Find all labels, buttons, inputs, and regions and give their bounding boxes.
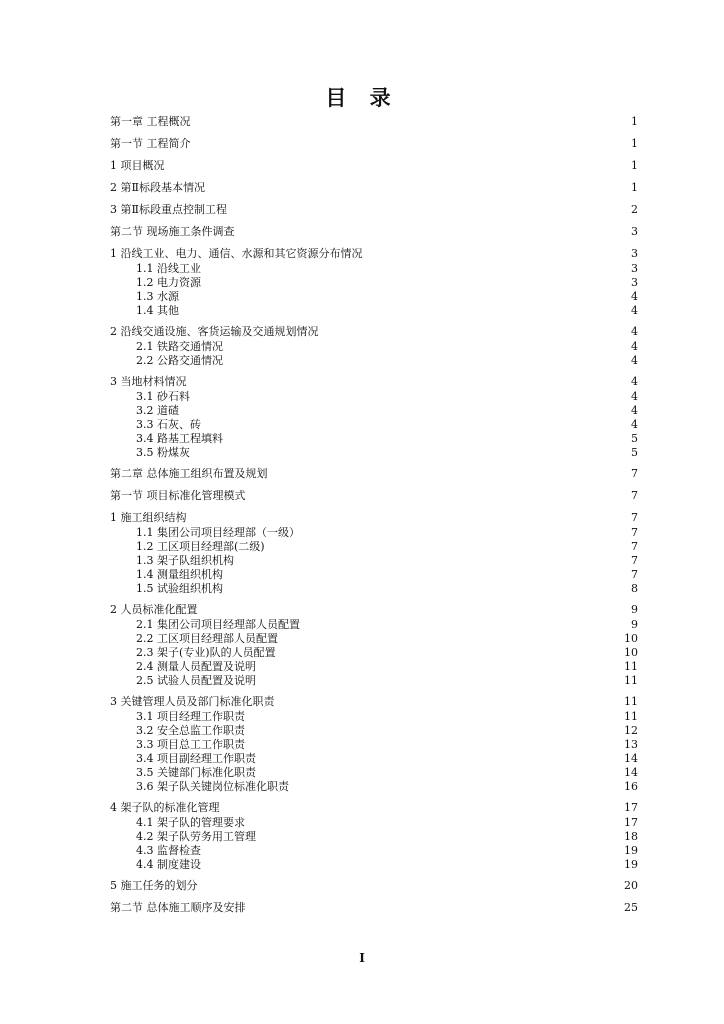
toc-entry-text: 2 沿线交通设施、客货运输及交通规划情况	[110, 325, 319, 338]
toc-entry-page: 4	[631, 304, 638, 317]
toc-entry[interactable]	[136, 766, 638, 779]
toc-entry-page: 7	[631, 554, 638, 567]
toc-entry-page: 7	[631, 511, 638, 524]
toc-entry-text: 3.1 砂石料	[136, 390, 190, 403]
toc-entry[interactable]	[136, 618, 638, 631]
toc-entry-page: 19	[624, 858, 638, 871]
toc-entry-text: 1 项目概况	[110, 159, 165, 172]
toc-entry-text: 1 施工组织结构	[110, 511, 187, 524]
toc-entry-text: 2 人员标准化配置	[110, 603, 198, 616]
toc-entry[interactable]	[136, 858, 638, 871]
toc-entry-page: 11	[624, 710, 638, 723]
toc-entry-text: 3.5 关键部门标准化职责	[136, 766, 256, 779]
toc-entry[interactable]	[136, 404, 638, 417]
toc-entry-page: 17	[624, 816, 638, 829]
toc-entry-text: 第一节 工程简介	[110, 137, 191, 150]
toc-entry-page: 18	[624, 830, 638, 843]
toc-entry[interactable]	[110, 900, 638, 916]
toc-entry-text: 4 架子队的标准化管理	[110, 801, 220, 814]
toc-entry-page: 1	[631, 181, 638, 194]
toc-entry[interactable]	[110, 324, 638, 340]
toc-entry-page: 16	[624, 780, 638, 793]
toc-entry[interactable]	[136, 354, 638, 367]
toc-entry[interactable]	[110, 114, 638, 130]
toc-entry-text: 2.1 铁路交通情况	[136, 340, 223, 353]
toc-entry-text: 3 第Ⅱ标段重点控制工程	[110, 203, 227, 216]
toc-entry[interactable]	[110, 374, 638, 390]
toc-entry[interactable]	[136, 418, 638, 431]
toc-entry-text: 3.2 道碴	[136, 404, 179, 417]
toc-entry-text: 3 关键管理人员及部门标准化职责	[110, 695, 275, 708]
toc-entry-text: 1.4 测量组织机构	[136, 568, 223, 581]
toc-entry-page: 13	[624, 738, 638, 751]
toc-entry[interactable]	[136, 304, 638, 317]
toc-entry-page: 7	[631, 489, 638, 502]
toc-entry-text: 5 施工任务的划分	[110, 879, 198, 892]
toc-entry[interactable]	[136, 816, 638, 829]
toc-entry-text: 2.2 公路交通情况	[136, 354, 223, 367]
toc-entry-page: 17	[624, 801, 638, 814]
toc-entry[interactable]	[110, 246, 638, 262]
toc-entry-page: 9	[631, 618, 638, 631]
toc-entry[interactable]	[110, 488, 638, 504]
toc-entry[interactable]	[136, 646, 638, 659]
toc-entry[interactable]	[136, 844, 638, 857]
toc-entry-text: 4.3 监督检查	[136, 844, 201, 857]
toc-entry-page: 7	[631, 467, 638, 480]
toc-entry[interactable]	[136, 752, 638, 765]
toc-entry-text: 3.4 项目副经理工作职责	[136, 752, 256, 765]
toc-entry-text: 第二节 现场施工条件调查	[110, 225, 235, 238]
toc-entry-page: 11	[624, 660, 638, 673]
toc-entry-page: 3	[631, 247, 638, 260]
toc-entry-text: 4.2 架子队劳务用工管理	[136, 830, 256, 843]
toc-entry-text: 3.2 安全总监工作职责	[136, 724, 245, 737]
toc-entry-text: 第一节 项目标准化管理模式	[110, 489, 246, 502]
toc-entry-text: 1.3 架子队组织机构	[136, 554, 234, 567]
toc-entry-text: 2.1 集团公司项目经理部人员配置	[136, 618, 300, 631]
toc-entry-text: 3.5 粉煤灰	[136, 446, 190, 459]
toc-entry-page: 4	[631, 340, 638, 353]
toc-entry-text: 2.5 试验人员配置及说明	[136, 674, 256, 687]
toc-entry[interactable]	[136, 262, 638, 275]
toc-entry-page: 4	[631, 375, 638, 388]
toc-entry[interactable]	[136, 390, 638, 403]
toc-entry-text: 1.1 沿线工业	[136, 262, 201, 275]
toc-entry-page: 12	[624, 724, 638, 737]
toc-entry[interactable]	[136, 660, 638, 673]
toc-entry-page: 3	[631, 276, 638, 289]
toc-entry-text: 第二节 总体施工顺序及安排	[110, 901, 246, 914]
toc-entry-text: 4.4 制度建设	[136, 858, 201, 871]
toc-entry[interactable]	[110, 510, 638, 526]
toc-entry[interactable]	[136, 568, 638, 581]
toc-entry[interactable]	[136, 632, 638, 645]
toc-entry[interactable]	[110, 202, 638, 218]
toc-entry-text: 3 当地材料情况	[110, 375, 187, 388]
toc-entry-text: 2 第Ⅱ标段基本情况	[110, 181, 205, 194]
toc-entry-page: 4	[631, 354, 638, 367]
toc-entry-page: 11	[624, 695, 638, 708]
toc-entry[interactable]	[136, 290, 638, 303]
toc-entry[interactable]	[110, 466, 638, 482]
toc-entry[interactable]	[136, 540, 638, 553]
toc-entry[interactable]	[136, 276, 638, 289]
toc-entry-page: 7	[631, 540, 638, 553]
toc-entry-page: 4	[631, 390, 638, 403]
toc-entry-page: 3	[631, 262, 638, 275]
toc-entry[interactable]	[110, 136, 638, 152]
toc-entry-text: 2.3 架子(专业)队的人员配置	[136, 646, 276, 659]
toc-entry-text: 1.1 集团公司项目经理部（一级）	[136, 526, 300, 539]
toc-entry-text: 3.3 项目总工工作职责	[136, 738, 245, 751]
toc-entry-page: 7	[631, 526, 638, 539]
toc-entry-page: 19	[624, 844, 638, 857]
toc-entry-text: 2.4 测量人员配置及说明	[136, 660, 256, 673]
toc-entry-page: 3	[631, 225, 638, 238]
toc-entry[interactable]	[110, 694, 638, 710]
toc-entry-page: 4	[631, 290, 638, 303]
toc-entry-text: 第一章 工程概况	[110, 115, 191, 128]
toc-entry-text: 1.4 其他	[136, 304, 179, 317]
toc-entry-page: 1	[631, 115, 638, 128]
toc-entry-text: 3.1 项目经理工作职责	[136, 710, 245, 723]
toc-title: 目 录	[325, 86, 399, 110]
toc-entry[interactable]	[136, 738, 638, 751]
toc-entry[interactable]	[136, 830, 638, 843]
toc-entry-text: 1.3 水源	[136, 290, 179, 303]
toc-entry-page: 9	[631, 603, 638, 616]
toc-entry-page: 10	[624, 646, 638, 659]
toc-entry[interactable]	[136, 340, 638, 353]
toc-entry[interactable]	[136, 674, 638, 687]
toc-entry-page: 2	[631, 203, 638, 216]
toc-entry-page: 11	[624, 674, 638, 687]
toc-entry[interactable]	[136, 780, 638, 793]
toc-entry-text: 3.3 石灰、砖	[136, 418, 201, 431]
toc-entry-page: 14	[624, 766, 638, 779]
toc-entry-page: 5	[631, 432, 638, 445]
toc-entry[interactable]	[136, 432, 638, 445]
toc-entry[interactable]	[136, 446, 638, 459]
toc-entry[interactable]	[110, 878, 638, 894]
page-number: I	[359, 951, 365, 965]
toc-entry-page: 5	[631, 446, 638, 459]
toc-entry[interactable]	[136, 554, 638, 567]
toc-entry-page: 10	[624, 632, 638, 645]
toc-entry-text: 2.2 工区项目经理部人员配置	[136, 632, 278, 645]
toc-entry[interactable]	[110, 800, 638, 816]
toc-entry-page: 8	[631, 582, 638, 595]
toc-entry-text: 3.4 路基工程填料	[136, 432, 223, 445]
toc-entry-page: 4	[631, 404, 638, 417]
toc-entry-text: 1.2 工区项目经理部(二级)	[136, 540, 265, 553]
toc-entry-page: 25	[624, 901, 638, 914]
toc-entry-page: 4	[631, 325, 638, 338]
toc-entry-text: 1 沿线工业、电力、通信、水源和其它资源分布情况	[110, 247, 363, 260]
toc-entry[interactable]	[136, 526, 638, 539]
toc-entry[interactable]	[136, 582, 638, 595]
toc-entry[interactable]	[110, 224, 638, 240]
toc-entry-text: 1.2 电力资源	[136, 276, 201, 289]
toc-entry[interactable]	[110, 158, 638, 174]
toc-entry[interactable]	[136, 724, 638, 737]
toc-entry[interactable]	[110, 602, 638, 618]
toc-entry-text: 第二章 总体施工组织布置及规划	[110, 467, 268, 480]
toc-entry-text: 3.6 架子队关键岗位标准化职责	[136, 780, 289, 793]
toc-entry-text: 1.5 试验组织机构	[136, 582, 223, 595]
toc-entry[interactable]	[110, 180, 638, 196]
toc-entry-page: 4	[631, 418, 638, 431]
toc-entry-page: 20	[624, 879, 638, 892]
toc-entry-page: 14	[624, 752, 638, 765]
toc-entry-text: 4.1 架子队的管理要求	[136, 816, 245, 829]
toc-entry-page: 1	[631, 159, 638, 172]
toc-entry[interactable]	[136, 710, 638, 723]
toc-entry-page: 1	[631, 137, 638, 150]
toc-entry-page: 7	[631, 568, 638, 581]
